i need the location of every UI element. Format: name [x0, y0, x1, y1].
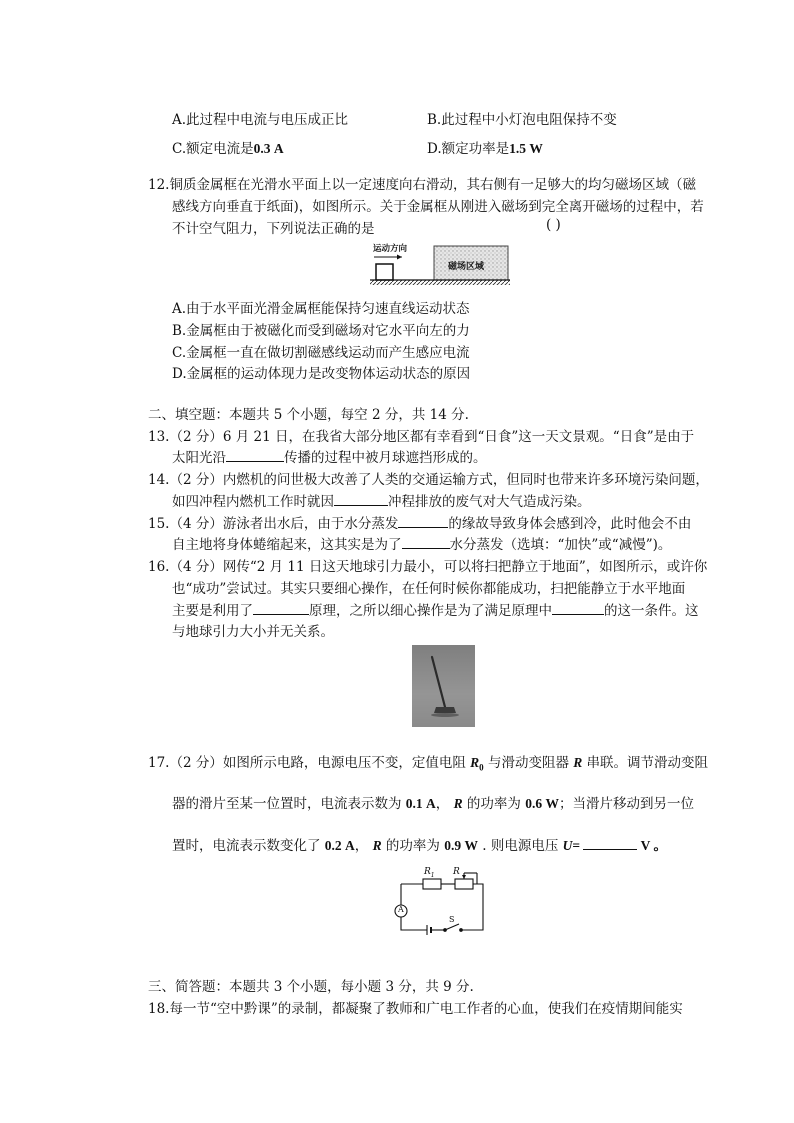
q12-line-3: 不计空气阻力，下列说法正确的是 — [172, 221, 375, 237]
label-r1: $R_1$ — [424, 867, 435, 879]
resistor-r1 — [423, 879, 441, 889]
q12-line-2: 感线方向垂直于纸面)，如图所示。关于金属框从刚进入磁场到完全离开磁场的过程中，若 — [172, 199, 704, 215]
q16-line-3: 主要是利用了 原理，之所以细心操作是为了满足原理中 的这一条件。这 — [172, 603, 699, 619]
q14-line-1: 14.（2 分）内燃机的问世极大改善了人类的交通运输方式，但同时也带来许多环境污染问题， — [148, 472, 709, 488]
q15-line-1: 15.（4 分）游泳者出水后，由于水分蒸发 的缘故导致身体会感到冷，此时他会不由 — [148, 516, 692, 532]
slider-arrow — [462, 875, 466, 879]
label-ammeter: A — [398, 905, 404, 914]
q17-line-1: 17.（2 分）如图所示电路，电源电压不变，定值电阻 $R_0$ 与滑动变阻器 R 串联。调节滑动变阻 — [148, 755, 709, 773]
label-switch: S — [449, 915, 455, 924]
q16-line-4: 与地球引力大小并无关系。 — [172, 624, 334, 640]
q11-option-d: D.额定功率是1.5 W — [427, 141, 543, 157]
q16-blank-2[interactable] — [552, 602, 604, 615]
q17-line-3: 置时，电流表示数变化了 0.2 A， R 的功率为 0.9 W . 则电源电压 U= V 。 — [172, 838, 667, 854]
motion-arrow — [397, 255, 402, 260]
q12-figure — [368, 238, 510, 288]
q15-blank-1[interactable] — [398, 515, 448, 528]
q13-line-2: 太阳光沿 传播的过程中被月球遮挡形成的。 — [172, 450, 487, 466]
q12-option-a: A.由于水平面光滑金属框能保持匀速直线运动状态 — [172, 301, 470, 317]
q11-option-a: A.此过程中电流与电压成正比 — [172, 112, 349, 128]
q12-answer-paren: ( ) — [546, 217, 561, 233]
switch — [445, 924, 459, 930]
q15-blank-2[interactable] — [402, 536, 450, 549]
q12-option-b: B.金属框由于被磁化而受到磁场对它水平向左的力 — [172, 323, 470, 339]
section-3-title: 三、简答题：本题共 3 个小题，每小题 3 分，共 9 分. — [148, 979, 474, 995]
q12-line-1: 12.铜质金属框在光滑水平面上以一定速度向右滑动，其右侧有一足够大的均匀磁场区域（磁 — [148, 177, 696, 193]
metal-frame — [376, 264, 393, 280]
rheostat-r — [455, 879, 473, 889]
q11-option-c: C.额定电流是0.3 A — [172, 141, 284, 157]
field-region-label: 磁场区域 — [448, 262, 485, 272]
q13-line-1: 13.（2 分）6 月 21 日，在我省大部分地区都有幸看到“日食”这一天文景观。“日食”是由于 — [148, 429, 695, 445]
motion-direction-label: 运动方向 — [373, 244, 408, 254]
q14-blank[interactable] — [334, 493, 388, 506]
q16-line-1: 16.（4 分）网传“2 月 11 日这天地球引力最小，可以将扫把静立于地面”，如图所示，或许你 — [148, 559, 708, 575]
q14-line-2: 如四冲程内燃机工作时就因 冲程排放的废气对大气造成污染。 — [172, 494, 591, 510]
q18-line-1: 18.每一节“空中黔课”的录制，都凝聚了教师和广电工作者的心血，使我们在疫情期间能实 — [148, 1001, 683, 1017]
q12-option-d: D.金属框的运动体现力是改变物体运动状态的原因 — [172, 366, 471, 382]
q16-line-2: 也“成功”尝试过。其实只要细心操作，在任何时候你都能成功，扫把能静立于水平地面 — [172, 581, 686, 597]
q12-option-c: C.金属框一直在做切割磁感线运动而产生感应电流 — [172, 345, 470, 361]
section-2-title: 二、填空题：本题共 5 个小题，每空 2 分，共 14 分. — [148, 407, 469, 423]
q16-blank-1[interactable] — [253, 602, 309, 615]
q13-blank[interactable] — [226, 449, 284, 462]
q11-option-b: B.此过程中小灯泡电阻保持不变 — [427, 112, 617, 128]
q17-blank[interactable] — [583, 837, 637, 850]
broom-photo — [412, 645, 475, 727]
q17-circuit-diagram — [393, 868, 493, 940]
q17-line-2: 器的滑片至某一位置时，电流表示数为 0.1 A， R 的功率为 0.6 W；当滑片移动到另一位 — [172, 796, 694, 812]
label-r: R — [453, 867, 460, 877]
broom-head — [434, 707, 456, 713]
q15-line-2: 自主地将身体蜷缩起来，这其实是为了 水分蒸发（选填：“加快”或“减慢”)。 — [172, 537, 672, 553]
